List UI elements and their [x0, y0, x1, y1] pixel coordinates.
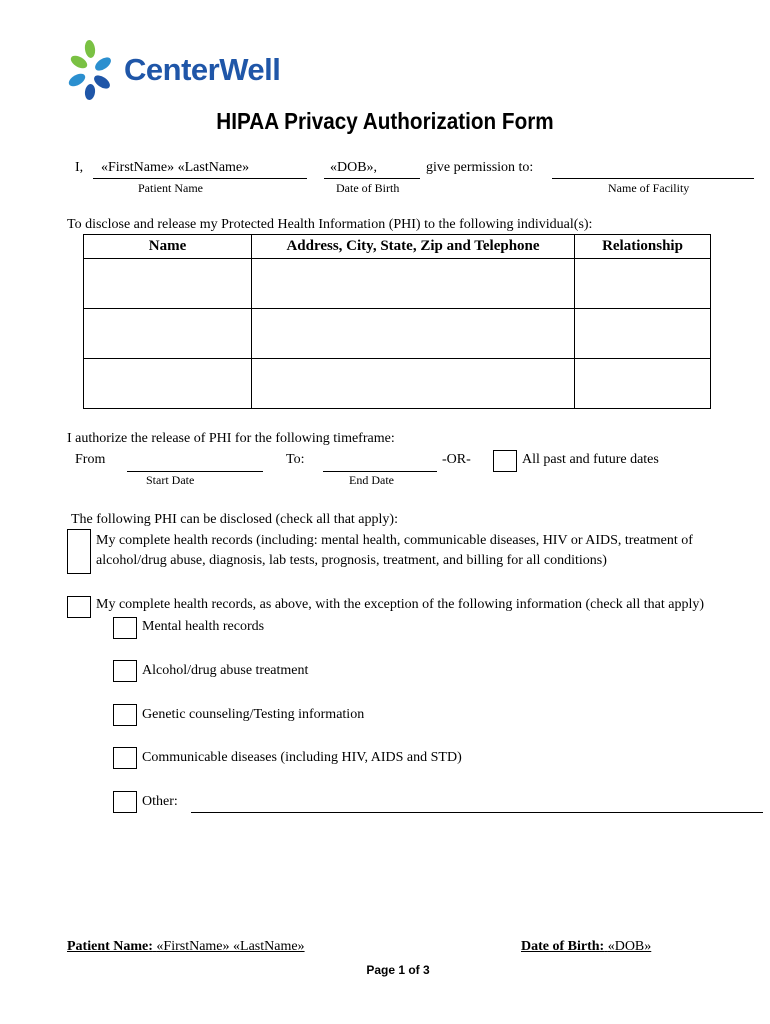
all-dates-checkbox[interactable]: [493, 450, 517, 472]
brand-logo: [66, 40, 306, 102]
mental-health-label: Mental health records: [142, 619, 265, 634]
recipient-name-cell[interactable]: [84, 359, 252, 409]
footer-patient: [67, 939, 305, 955]
all-dates-label: All past and future dates: [522, 452, 659, 467]
dob-caption: Date of Birth: [336, 181, 400, 195]
recipient-name-cell[interactable]: [84, 309, 252, 359]
table-row: [84, 359, 711, 409]
genetic-counseling-checkbox[interactable]: [113, 704, 137, 726]
exception-records-checkbox[interactable]: [67, 596, 91, 618]
intro-prefix: I,: [75, 160, 84, 175]
patient-name-value: «FirstName» «LastName»: [101, 160, 250, 175]
communicable-diseases-checkbox[interactable]: [113, 747, 137, 769]
recipient-address-cell[interactable]: [252, 309, 575, 359]
exception-records-label: My complete health records, as above, with the exception of the following information (check all that apply): [96, 597, 705, 612]
other-checkbox[interactable]: [113, 791, 137, 813]
disclose-text: To disclose and release my Protected Health Information (PHI) to the following individual(s):: [67, 217, 593, 232]
leaf-cluster-logo-icon: [66, 40, 122, 100]
facility-name-field[interactable]: [552, 178, 754, 179]
page-title: HIPAA Privacy Authorization Form: [216, 108, 554, 134]
timeframe-heading: I authorize the release of PHI for the following timeframe:: [67, 431, 395, 446]
communicable-diseases-label: Communicable diseases (including HIV, AIDS and STD): [142, 750, 462, 765]
table-header-address: Address, City, State, Zip and Telephone: [252, 235, 575, 259]
table-row: [84, 309, 711, 359]
patient-name-line: [93, 178, 307, 179]
recipient-relationship-cell[interactable]: [575, 309, 711, 359]
complete-records-line1: My complete health records (including: mental health, communicable diseases, HIV or AIDS, treatment of: [96, 533, 693, 548]
end-date-field[interactable]: [323, 471, 437, 472]
footer-dob-value: «DOB»: [607, 939, 652, 954]
genetic-counseling-label: Genetic counseling/Testing information: [142, 707, 365, 722]
recipient-address-cell[interactable]: [252, 359, 575, 409]
page-number: Page 1 of 3: [366, 963, 430, 977]
facility-caption: Name of Facility: [608, 181, 690, 195]
recipients-table: [83, 234, 711, 409]
recipient-relationship-cell[interactable]: [575, 359, 711, 409]
or-label: -OR-: [442, 452, 471, 467]
alcohol-drug-label: Alcohol/drug abuse treatment: [142, 663, 309, 678]
table-header-relationship: Relationship: [575, 235, 711, 259]
mental-health-checkbox[interactable]: [113, 617, 137, 639]
recipient-name-cell[interactable]: [84, 259, 252, 309]
other-label: Other:: [142, 794, 178, 809]
table-header-name: Name: [84, 235, 252, 259]
footer-patient-value: «FirstName» «LastName»: [156, 939, 305, 954]
table-row: [84, 259, 711, 309]
logo-wordmark: CenterWell: [124, 52, 281, 87]
alcohol-drug-checkbox[interactable]: [113, 660, 137, 682]
end-date-caption: End Date: [349, 473, 394, 487]
permission-text: give permission to:: [426, 160, 534, 175]
start-date-field[interactable]: [127, 471, 263, 472]
other-details-field[interactable]: [191, 812, 763, 813]
table-header-row: [84, 235, 711, 259]
complete-records-line2: alcohol/drug abuse, diagnosis, lab tests, prognosis, treatment, and billing for all conditions): [96, 553, 607, 568]
dob-value: «DOB»,: [330, 160, 378, 175]
footer-dob: [521, 939, 651, 955]
from-label: From: [75, 452, 106, 467]
start-date-caption: Start Date: [146, 473, 195, 487]
dob-line: [324, 178, 420, 179]
patient-name-caption: Patient Name: [138, 181, 203, 195]
recipient-relationship-cell[interactable]: [575, 259, 711, 309]
recipient-address-cell[interactable]: [252, 259, 575, 309]
footer-dob-label: Date of Birth:: [521, 939, 605, 954]
to-label: To:: [286, 452, 305, 467]
phi-heading: The following PHI can be disclosed (check all that apply):: [71, 512, 398, 527]
complete-records-checkbox[interactable]: [67, 529, 91, 574]
footer-patient-label: Patient Name:: [67, 939, 153, 954]
